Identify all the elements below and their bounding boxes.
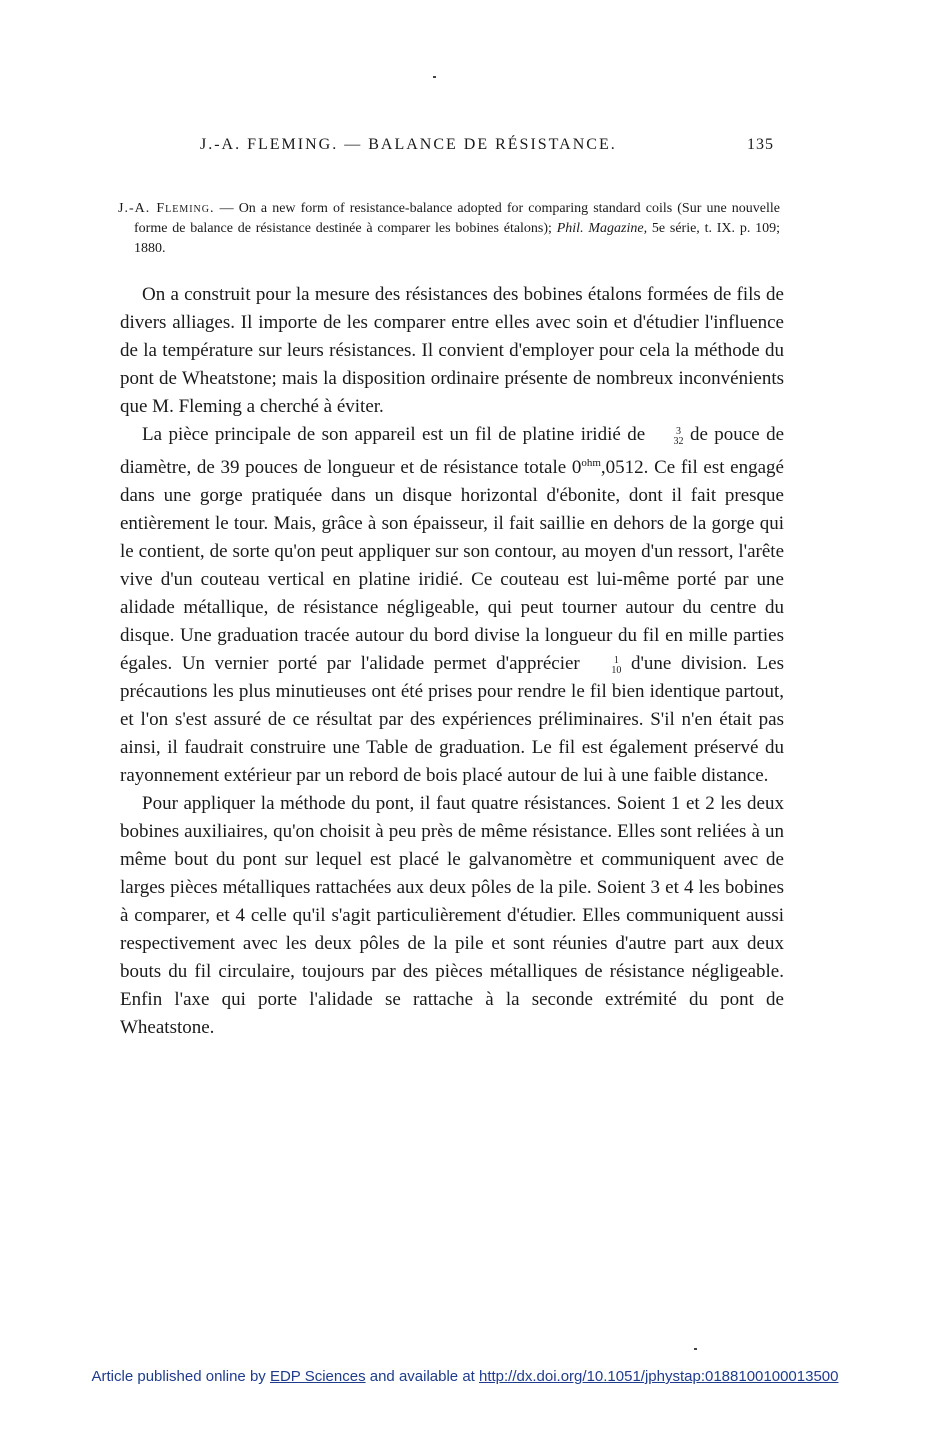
publisher-link[interactable]: EDP Sciences	[269, 1368, 366, 1385]
paragraph-2-text: d'une division. Les précautions les plus minutieuses ont été prises pour rendre le fil bien identique partout, et l'on s'est assuré de ce résultat par des expériences préliminaires. S'il n'en était pas ainsi, il faudrait construire une Table de graduation. Le fil est également préservé du rayonnement extérieur par un rebord de bois placé autour de lui à une faible distance.	[120, 653, 784, 786]
unit-superscript: ohm	[581, 457, 601, 469]
doi-link[interactable]: http://dx.doi.org/10.1051/jphystap:0188100100013500	[479, 1368, 839, 1385]
footer-middle: and available at	[365, 1368, 479, 1385]
paragraph-2-text: de pouce de diamètre, de 39 pouces de longueur et de résistance totale 0	[120, 424, 785, 478]
reference-entry	[118, 199, 780, 259]
article-body	[120, 281, 784, 1042]
print-speck	[694, 1348, 697, 1350]
print-speck	[433, 76, 436, 78]
paragraph-3: Pour appliquer la méthode du pont, il faut quatre résistances. Soient 1 et 2 les deux bobines auxiliaires, qu'on choisit à peu près de même résistance. Elles sont reliées à un même bout du pont sur lequel est placé le galvanomètre et communiquent avec de larges pièces métalliques rattachées aux deux pôles de la pile. Soient 3 et 4 les bobines à comparer, et 4 celle qu'il s'agit particulièrement d'étudier. Elles communiquent aussi respectivement avec les deux pôles de la pile et sont réunies d'autre part aux deux bouts du fil circulaire, toujours par des pièces métalliques de résistance négligeable. Enfin l'axe qui porte l'alidade se rattache à la seconde extrémité du pont de Wheatstone.	[120, 793, 784, 1038]
reference-author: J.-A. Fleming.	[118, 201, 215, 216]
paragraph-2	[120, 421, 784, 790]
bibliographic-reference	[118, 199, 780, 259]
fraction-numerator: 1	[613, 655, 619, 666]
fraction-diameter	[652, 427, 684, 447]
running-head	[118, 136, 782, 158]
paragraph-1: On a construit pour la mesure des résistances des bobines étalons formées de fils de divers alliages. Il importe de les comparer entre elles avec soin et d'étudier l'influence de la température sur leurs résistances. Il convient d'employer pour cela la méthode du pont de Wheatstone; mais la disposition ordinaire présente de nombreux inconvénients que M. Fleming a cherché à éviter.	[120, 284, 784, 417]
page-number: 135	[747, 136, 774, 153]
reference-title: — On a new form of resistance-balance adopted for comparing standard coils (Sur une nouvelle forme de balance de résistance destinée à comparer les bobines étalons);	[134, 201, 781, 236]
reference-details: 5e série, t. IX. p. 109; 1880.	[134, 221, 781, 256]
fraction-denominator: 10	[611, 665, 622, 676]
fraction-numerator: 3	[676, 426, 682, 437]
running-title: J.-A. FLEMING. — BALANCE DE RÉSISTANCE.	[200, 136, 617, 153]
fraction-vernier	[589, 656, 621, 676]
paragraph-2-text: La pièce principale de son appareil est un fil de platine iridié de	[142, 424, 652, 445]
reference-journal: Phil. Magazine,	[556, 221, 648, 236]
publication-footer	[0, 1368, 930, 1385]
footer-prefix: Article published online by	[91, 1368, 270, 1385]
fraction-denominator: 32	[673, 436, 684, 447]
paragraph-2-text: ,0512. Ce fil est engagé dans une gorge pratiquée dans un disque horizontal d'ébonite, dont il fait presque entièrement le tour. Mais, grâce à son épaisseur, il fait saillie en dehors de la gorge qui le contient, de sorte qu'on peut appliquer sur son contour, au moyen d'un ressort, l'arête vive d'un couteau vertical en platine iridié. Ce couteau est lui-même porté par une alidade métallique, de résistance négligeable, qui peut tourner autour du centre du disque. Une graduation tracée autour du bord divise la longueur du fil en mille parties égales. Un vernier porté par l'alidade permet d'apprécier	[120, 457, 784, 674]
